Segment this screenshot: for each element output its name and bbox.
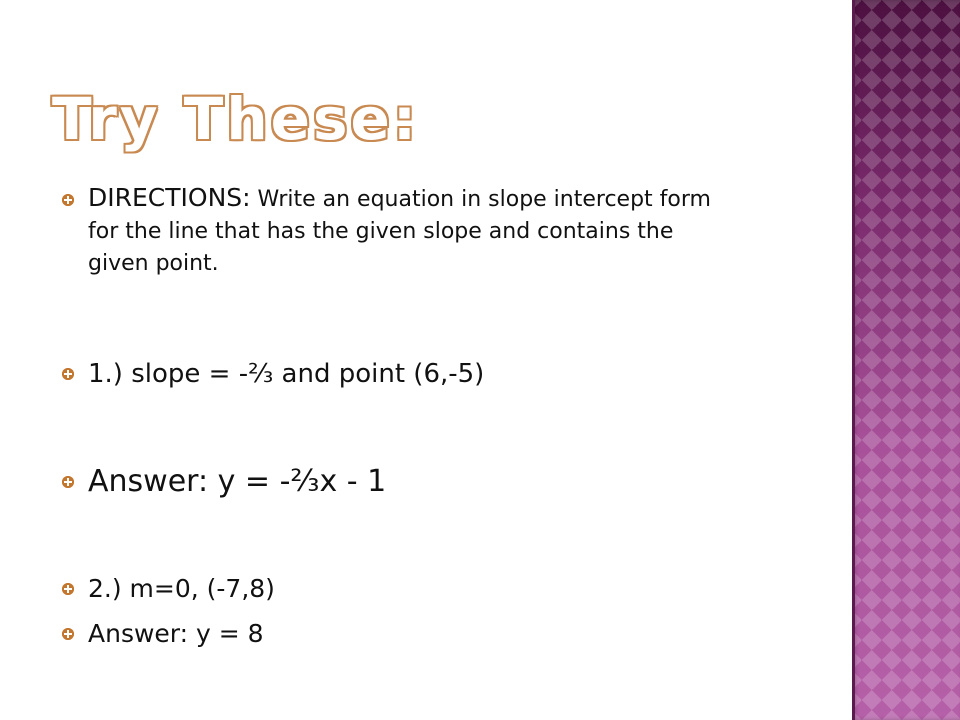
bullet-icon bbox=[62, 628, 74, 640]
bullet-text: 2.) m=0, (-7,8) bbox=[88, 574, 275, 603]
directions-label: DIRECTIONS: bbox=[88, 183, 251, 212]
directions-text: Write an equation in slope intercept form for the line that has the given slope and contains the given point. bbox=[88, 187, 711, 276]
band-edge bbox=[852, 0, 855, 720]
bullet-icon bbox=[62, 194, 74, 206]
bullet-text: Answer: y = 8 bbox=[88, 619, 264, 648]
bullet-text bbox=[88, 182, 728, 280]
bullet-icon bbox=[62, 368, 74, 380]
bullet-text: Answer: y = -⅔x - 1 bbox=[88, 464, 387, 499]
bullet-icon bbox=[62, 476, 74, 488]
decorative-diamond-band bbox=[852, 0, 960, 720]
slide-title: Try These: bbox=[52, 85, 420, 153]
bullet-text: 1.) slope = -⅔ and point (6,-5) bbox=[88, 359, 485, 389]
bullet-icon bbox=[62, 583, 74, 595]
